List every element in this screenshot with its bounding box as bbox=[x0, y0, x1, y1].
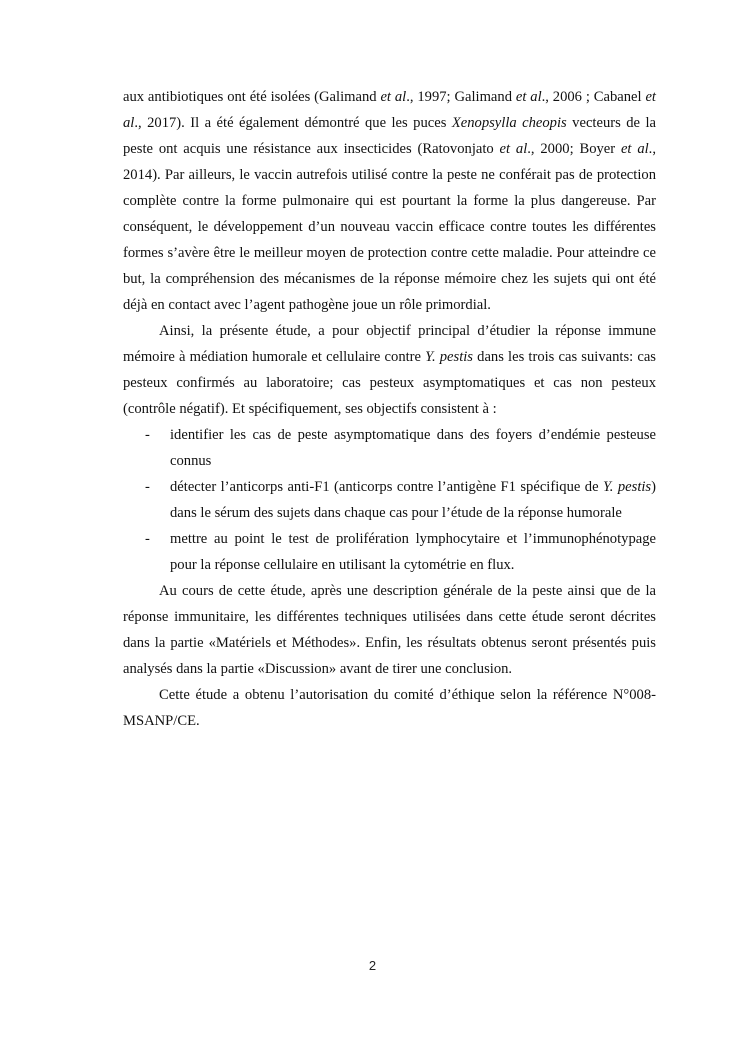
italic-et-al: et al bbox=[499, 141, 528, 157]
text-run: ., 2014). Par ailleurs, le vaccin autrefois utilisé contre la peste ne conférait pas de protection complète contre la forme pulmonaire qui est pourtant la forme la plus dangereuse. Par conséquent, le développement d’un nouveau vaccin efficace contre toutes les différentes formes s’avère être le meilleur moyen de protection contre cette maladie. Pour atteindre ce but, la compréhension des mécanismes de la réponse mémoire chez les sujets qui ont été déjà en contact avec l’agent pathogène joue un rôle primordial. bbox=[123, 141, 656, 313]
paragraph-objectives bbox=[123, 318, 656, 422]
bullet-dash: - bbox=[145, 531, 150, 547]
text-run: Ainsi, la présente étude, a pour objectif principal d’étudier la réponse immune mémoire à médiation humorale et cellulaire contre bbox=[123, 323, 656, 365]
bullet-dash: - bbox=[145, 479, 150, 495]
text-run: ., 2017). Il a été également démontré que les puces bbox=[134, 115, 452, 131]
page-number: 2 bbox=[368, 958, 377, 973]
document-body bbox=[123, 84, 656, 734]
paragraph-ethics: Cette étude a obtenu l’autorisation du comité d’éthique selon la référence N°008-MSANP/CE. bbox=[123, 687, 656, 729]
paragraph-intro-continuation bbox=[123, 84, 656, 318]
text-run: aux antibiotiques ont été isolées (Galimand bbox=[123, 89, 381, 105]
text-run: vecteurs de la peste ont acquis une résistance aux insecticides (Ratovonjato bbox=[123, 115, 656, 157]
list-item-text: ) dans le sérum des sujets dans chaque cas pour l’étude de la réponse humorale bbox=[170, 479, 656, 521]
list-item-text: identifier les cas de peste asymptomatique dans des foyers d’endémie pesteuse connus bbox=[170, 427, 656, 469]
italic-et-al: et al bbox=[515, 89, 542, 105]
italic-et-al: et al bbox=[620, 141, 649, 157]
bullet-dash: - bbox=[145, 427, 150, 443]
italic-species-name: Y. pestis bbox=[425, 349, 473, 365]
list-item-text: mettre au point le test de prolifération lymphocytaire et l’immunophénotypage pour la réponse cellulaire en utilisant la cytométrie en flux. bbox=[170, 531, 656, 573]
paragraph-structure: Au cours de cette étude, après une description générale de la peste ainsi que de la réponse immunitaire, les différentes techniques utilisées dans cette étude seront décrites dans la partie «Matériels et Méthodes». Enfin, les résultats obtenus seront présentés puis analysés dans la partie «Discussion» avant de tirer une conclusion. bbox=[123, 583, 656, 677]
italic-species-name: Xenopsylla cheopis bbox=[451, 115, 567, 131]
objectives-list bbox=[123, 422, 656, 578]
italic-species-name: Y. pestis bbox=[603, 479, 652, 495]
text-run: ., 1997; Galimand bbox=[406, 89, 516, 105]
text-run: ., 2006 ; Cabanel bbox=[541, 89, 646, 105]
list-item bbox=[123, 526, 656, 578]
italic-et-al: et al bbox=[380, 89, 407, 105]
text-run: dans les trois cas suivants: cas pesteux confirmés au laboratoire; cas pesteux asymptomatiques et cas non pesteux (contrôle négatif). Et spécifiquement, ses objectifs consistent à : bbox=[123, 349, 656, 417]
text-run: ., 2000; Boyer bbox=[527, 141, 621, 157]
list-item bbox=[123, 474, 656, 526]
italic-et-al: et al bbox=[123, 89, 656, 131]
list-item bbox=[123, 422, 656, 474]
list-item-text: détecter l’anticorps anti-F1 (anticorps contre l’antigène F1 spécifique de bbox=[170, 479, 603, 495]
